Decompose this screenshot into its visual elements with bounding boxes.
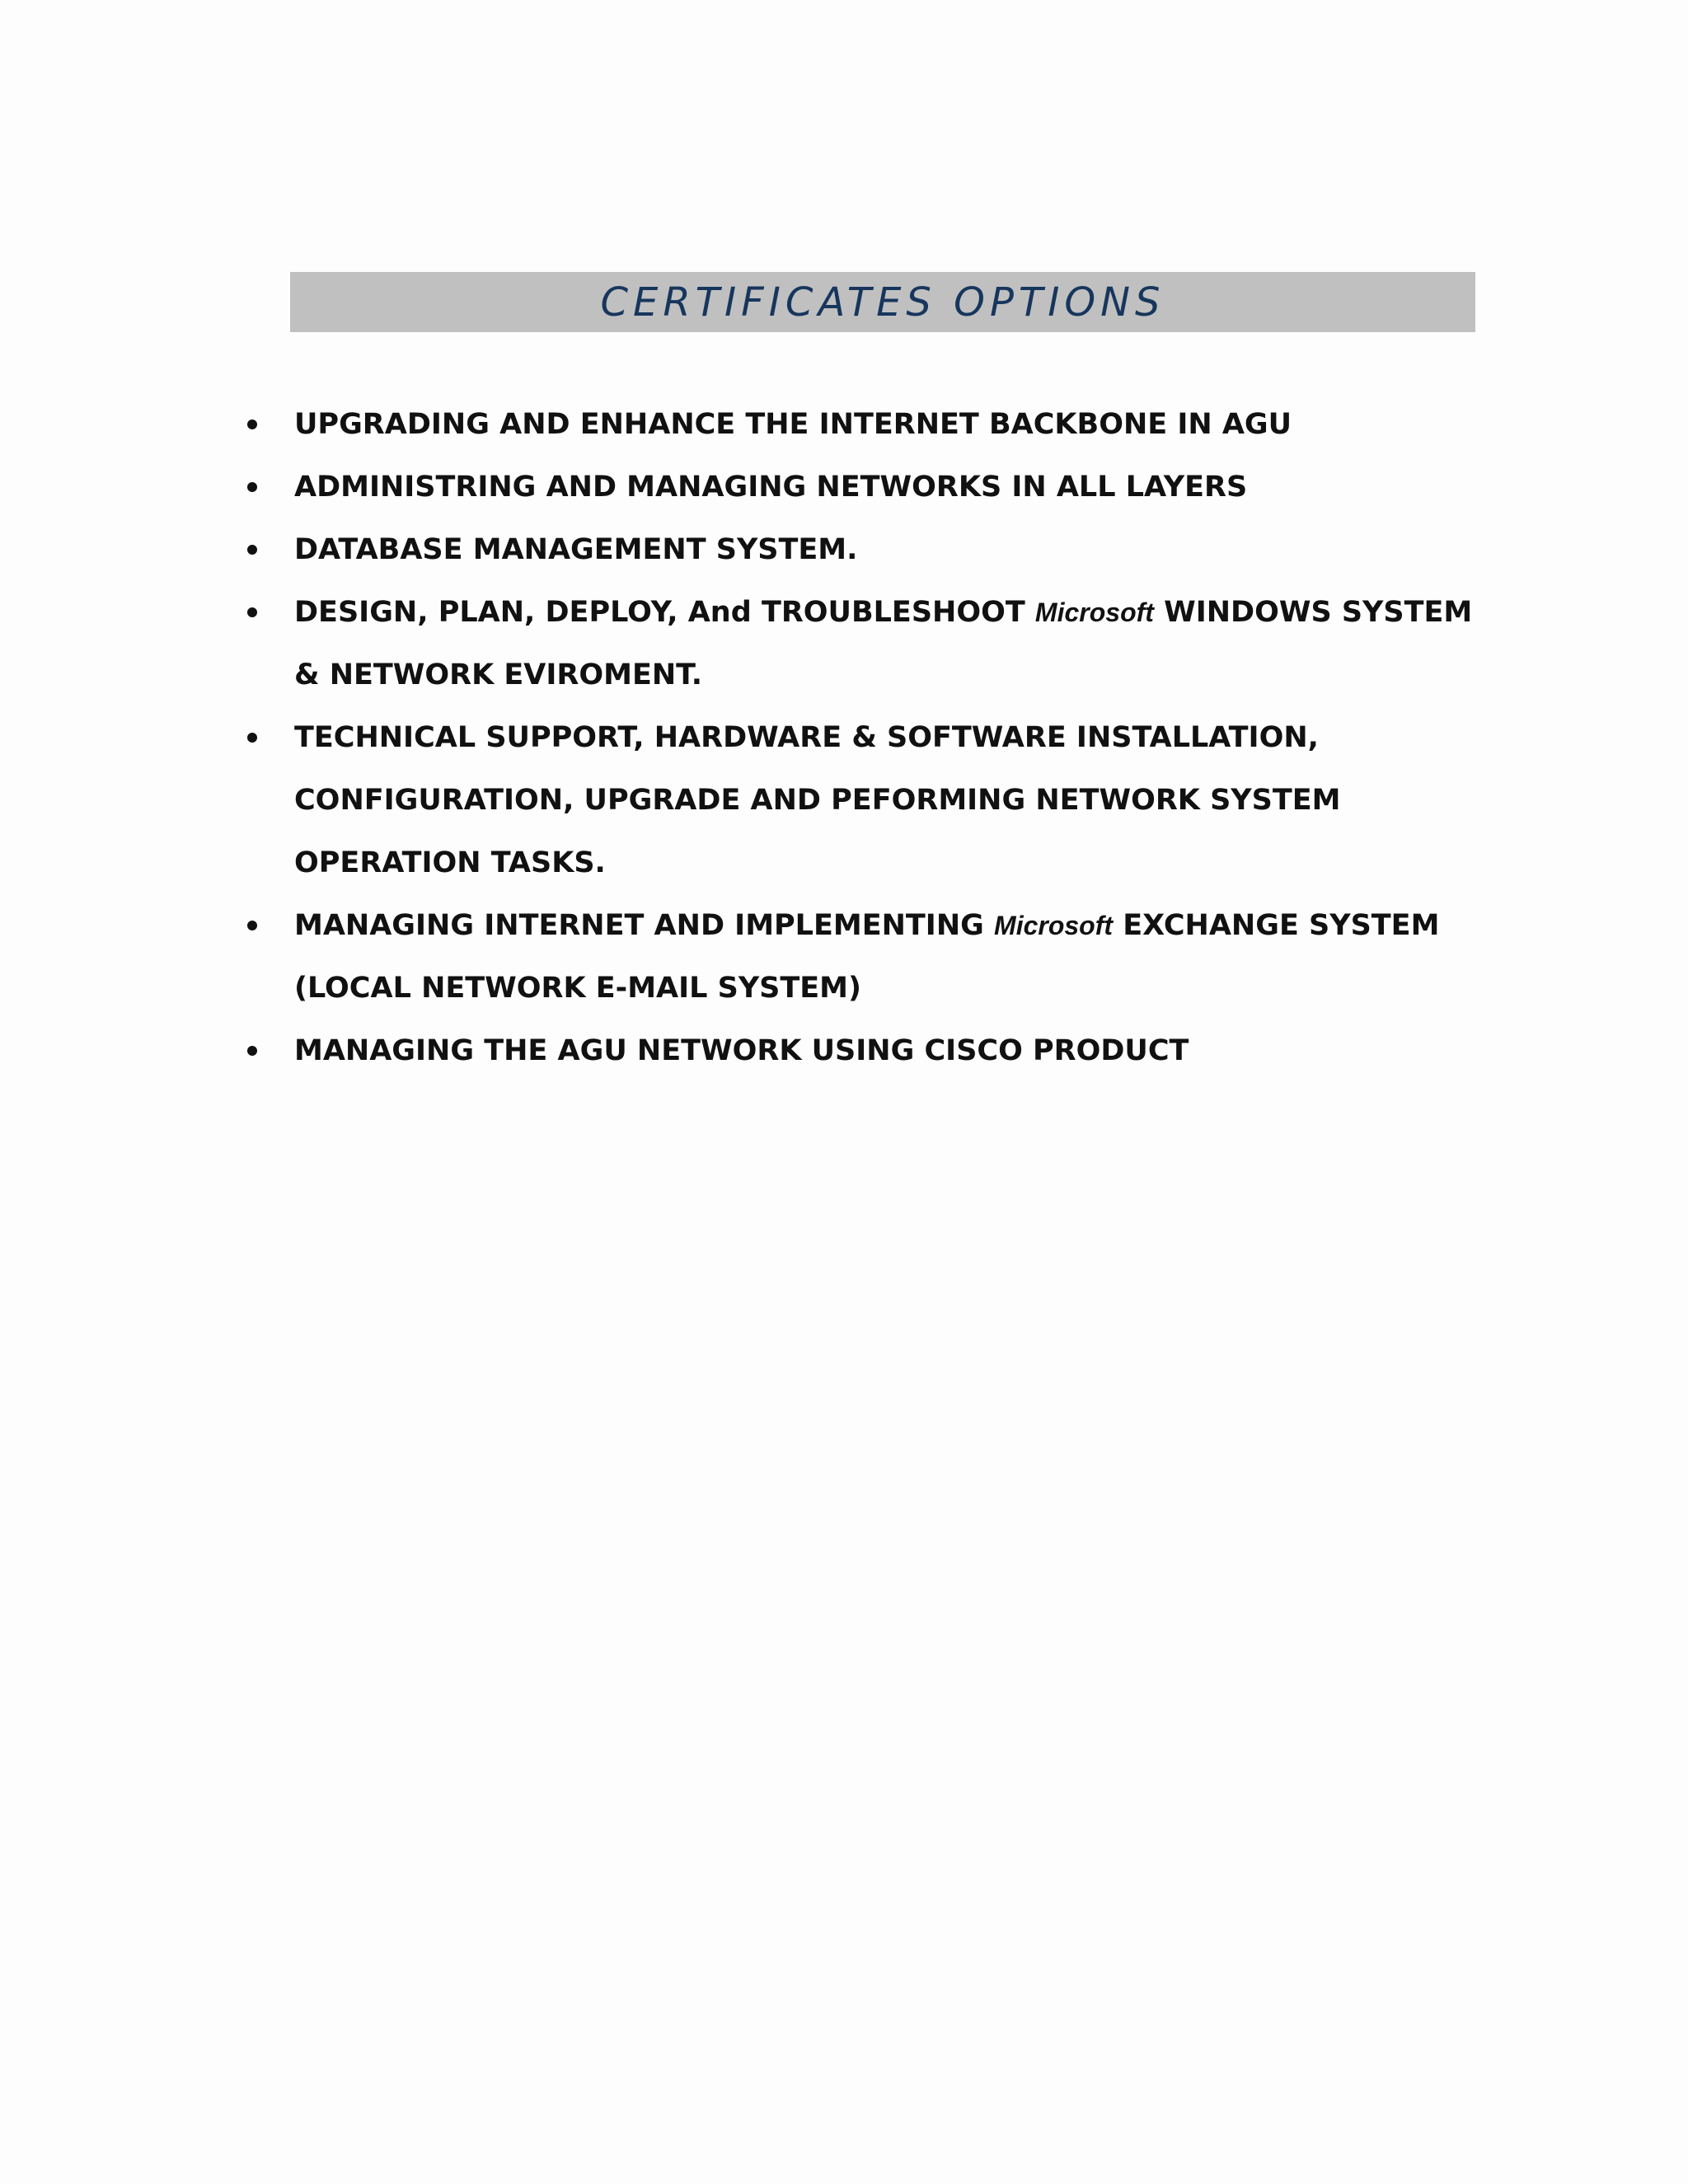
microsoft-brand-text: Microsoft: [994, 911, 1114, 940]
list-item-6-text-b: EXCHANGE SYSTEM: [1123, 909, 1440, 942]
list-item-1: UPGRADING AND ENHANCE THE INTERNET BACKBONE IN AGU: [294, 408, 1292, 441]
list-item-3: DATABASE MANAGEMENT SYSTEM.: [294, 533, 858, 566]
bullet-icon: [247, 482, 257, 492]
list-item-6-text-a: MANAGING INTERNET AND IMPLEMENTING: [294, 909, 984, 942]
list-item-5-line-2: CONFIGURATION, UPGRADE AND PEFORMING NETWORK SYSTEM: [294, 784, 1341, 817]
bullet-icon: [247, 921, 257, 930]
section-heading-bar: [290, 272, 1475, 332]
section-heading: CERTIFICATES OPTIONS: [600, 279, 1165, 326]
bullet-icon: [247, 607, 257, 617]
microsoft-brand-text: Microsoft: [1034, 598, 1154, 627]
list-item-4-line-2: & NETWORK EVIROMENT.: [294, 658, 703, 691]
list-item-2: ADMINISTRING AND MANAGING NETWORKS IN ALL LAYERS: [294, 471, 1248, 504]
list-item-6-line-2: (LOCAL NETWORK E-MAIL SYSTEM): [294, 972, 861, 1005]
list-item-7: MANAGING THE AGU NETWORK USING CISCO PRODUCT: [294, 1034, 1189, 1067]
list-item-4-text-a: DESIGN, PLAN, DEPLOY, And TROUBLESHOOT: [294, 596, 1025, 629]
list-item-4-text-b: WINDOWS SYSTEM: [1164, 596, 1473, 629]
bullet-icon: [247, 1046, 257, 1056]
bullet-icon: [247, 545, 257, 555]
list-item-5-line-3: OPERATION TASKS.: [294, 846, 606, 879]
list-item-4-line-1: [294, 596, 1472, 629]
list-item-6-line-1: [294, 909, 1439, 942]
bullet-icon: [247, 419, 257, 429]
list-item-5-line-1: TECHNICAL SUPPORT, HARDWARE & SOFTWARE INSTALLATION,: [294, 721, 1319, 754]
bullet-icon: [247, 733, 257, 743]
